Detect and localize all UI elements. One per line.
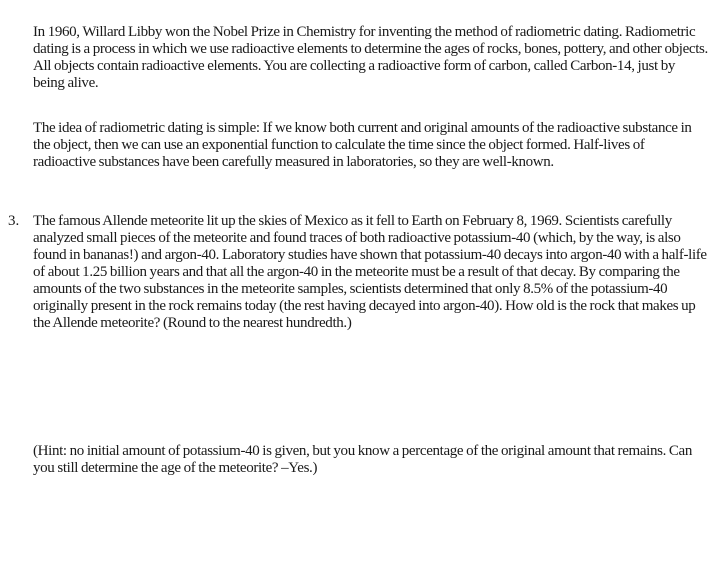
problem-text: The famous Allende meteorite lit up the skies of Mexico as it fell to Earth on February 8, 1969. Scientists carefully analyzed small pieces of the meteorite and found traces of both radioactive potassium-40 (which, by the way, is also found in bananas!) and argon-40. Laboratory studies have shown that potassium-40 decays into argon-40 with a half-life of about 1.25 billion years and that all the argon-40 in the meteorite must be a result of that decay. By comparing the amounts of the two substances in the meteorite samples, scientists determined that only 8.5% of the potassium-40 originally present in the rock remains today (the rest having decayed into argon-40). How old is the rock that makes up the Allende meteorite? (Round to the nearest hundredth.) [33, 213, 707, 331]
intro-paragraph: In 1960, Willard Libby won the Nobel Prize in Chemistry for inventing the method of radiometric dating. Radiometric dating is a process in which we use radioactive elements to determine the ages of rocks, bones, pottery, and other objects. All objects contain radioactive elements. You are collecting a radioactive form of carbon, called Carbon-14, just by being alive. [33, 24, 708, 91]
radiometric-idea-paragraph: The idea of radiometric dating is simple: If we know both current and original amounts of the radioactive substance in the object, then we can use an exponential function to calculate the time since the object formed. Half-lives of radioactive substances have been carefully measured in laboratories, so they are well-known. [33, 120, 692, 170]
problem-number: 3. [8, 213, 20, 229]
problem-hint: (Hint: no initial amount of potassium-40 is given, but you know a percentage of the original amount that remains. Can you still determine the age of the meteorite? –Yes.) [33, 443, 692, 476]
